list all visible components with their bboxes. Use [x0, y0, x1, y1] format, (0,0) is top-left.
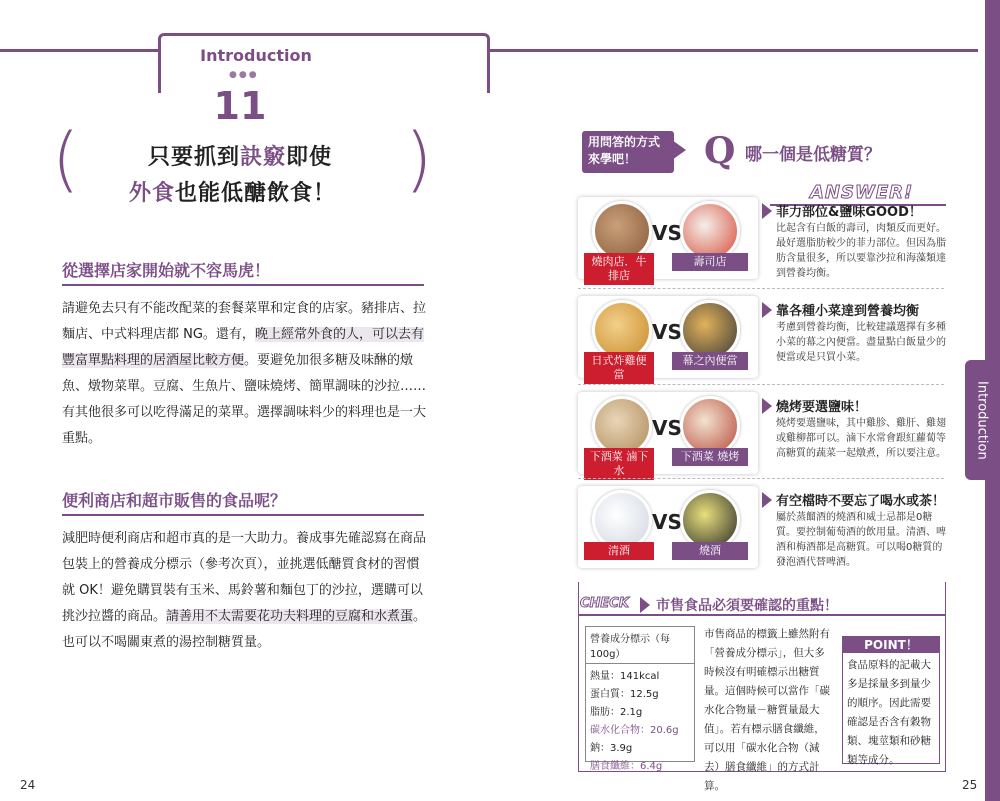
food-photo-right [680, 490, 740, 550]
answer-heading: 靠各種小菜達到營養均衡 [776, 304, 920, 319]
point-text: 食品原料的記載大多是採量多到量少的順序。因此需要確認是否含有穀物類、塊莖類和砂糖類等成分。 [847, 659, 931, 766]
check-arrow-icon [640, 597, 650, 613]
top-rule-right [488, 49, 978, 52]
nutrition-label [585, 626, 695, 772]
answer-arrow-icon [762, 398, 772, 414]
quiz-bubble: 用問答的方式來學吧！ [582, 131, 674, 173]
food-photo-right [680, 300, 740, 360]
left-paren: ( [52, 118, 80, 200]
section2-rule [62, 514, 424, 516]
header-label: Introduction [200, 46, 312, 65]
nutrition-row: 鈉：3.9g [590, 743, 633, 754]
top-rule-left [0, 49, 160, 52]
row-separator [578, 288, 944, 289]
food-photo-left [592, 396, 652, 456]
nutrition-row: 碳水化合物：20.6g [590, 725, 679, 736]
side-tab-label: Introduction [974, 380, 990, 460]
title-line-1: 只要抓到訣竅即使 [148, 145, 333, 170]
nutrition-row: 膳食纖維：6.4g [590, 761, 663, 772]
food-label-left: 日式炸雞便當 [584, 352, 654, 384]
page-number-left: 24 [20, 778, 36, 792]
answer-label: ANSWER! [810, 182, 914, 203]
vs-label: VS [652, 416, 682, 440]
food-label-right: 幕之內便當 [672, 352, 748, 370]
answer-text: 屬於蒸餾酒的燒酒和威士忌都是0糖質。要控制葡萄酒的飲用量。清酒、啤酒和梅酒都是高糖質。可以喝0糖質的發泡酒代替啤酒。 [776, 512, 946, 568]
answer-text: 考慮到營養均衡，比較建議選擇有多種小菜的幕之內便當。盡量點白飯量少的便當或是只買小菜。 [776, 322, 946, 363]
food-label-left: 清酒 [584, 542, 654, 560]
right-paren: ) [405, 118, 433, 200]
section2-text: 減肥時便利商店和超市真的是一大助力。養成事先確認寫在商品包裝上的營養成分標示（參考次頁），並挑選低醣質食材的習慣就 OK！避免購買裝有玉米、馬鈴薯和麵包丁的沙拉，選購可以挑沙拉醬的商品。請善用不太需要花功夫料理的豆腐和水煮蛋。也可以不喝關東煮的湯控制糖質量。 [62, 531, 427, 650]
food-photo-right [680, 396, 740, 456]
food-photo-left [592, 490, 652, 550]
vs-label: VS [652, 320, 682, 344]
answer-text: 燒烤要選鹽味，其中雞胗、雞肝、雞翅或雞柳都可以。滷下水常會跟紅蘿蔔等高糖質的蔬菜一起燉煮，所以要注意。 [776, 418, 946, 459]
section1-heading: 從選擇店家開始就不容馬虎！ [62, 261, 271, 280]
chapter-number: 11 [213, 84, 267, 128]
point-head: POINT！ [843, 637, 939, 653]
page-number-right: 25 [962, 778, 978, 792]
row-separator [578, 384, 944, 385]
vs-label: VS [652, 510, 682, 534]
food-photo-left [592, 300, 652, 360]
check-rule [578, 614, 946, 616]
row-separator [578, 478, 944, 479]
header-dots: ●●● [229, 70, 259, 80]
food-photo-right [680, 201, 740, 261]
food-label-right: 燒酒 [672, 542, 748, 560]
food-label-right: 下酒菜 燒烤 [672, 448, 748, 466]
bubble-tail [672, 140, 686, 160]
title-line-2: 外食也能低醣飲食！ [129, 181, 337, 206]
food-label-right: 壽司店 [672, 253, 748, 271]
food-label-left: 下酒菜 滷下水 [584, 448, 654, 480]
point-box [842, 636, 940, 764]
answer-text: 比起含有白飯的壽司，肉類反而更好。最好選脂肪較少的菲力部位。但因為脂肪含量很多，所以要靠沙拉和海藻類達到營養均衡。 [776, 223, 946, 279]
answer-arrow-icon [762, 492, 772, 508]
section2-heading: 便利商店和超市販售的食品呢？ [62, 491, 287, 510]
nutrition-row: 熱量：141kcal [590, 671, 660, 682]
vs-label: VS [652, 221, 682, 245]
quiz-question: 哪一個是低糖質？ [745, 145, 881, 165]
food-label-left: 燒肉店．牛排店 [584, 253, 654, 285]
answer-arrow-icon [762, 203, 772, 219]
nutrition-row: 蛋白質：12.5g [590, 689, 659, 700]
answer-heading: 有空檔時不要忘了喝水或茶！ [776, 494, 946, 509]
check-label: CHECK [580, 596, 629, 611]
answer-heading: 菲力部位&鹽味GOOD！ [776, 205, 922, 220]
check-title: 市售食品必須要確認的重點！ [656, 598, 838, 614]
q-letter: Q [704, 130, 736, 172]
section1-text: 請避免去只有不能改配菜的套餐菜單和定食的店家。豬排店、拉麵店、中式料理店都 NG。還有，晚上經常外食的人，可以去有豐富單點料理的居酒屋比較方便。要避免加很多糖及味醂的燉魚、燉物菜單。豆腐、生魚片、鹽味燒烤、簡單調味的沙拉……有其他很多可以吃得滿足的菜單。選擇調味料少的料理也是一大重點。 [62, 301, 427, 446]
answer-heading: 燒烤要選鹽味！ [776, 400, 868, 415]
nutrition-head: 營養成分標示（每 100g） [586, 627, 694, 664]
answer-arrow-icon [762, 302, 772, 318]
nutrition-row: 脂肪：2.1g [590, 707, 643, 718]
section1-rule [62, 284, 424, 286]
check-explanation: 市售商品的標籤上雖然附有「營養成分標示」，但大多時候沒有明確標示出糖質量。這個時候可以當作「碳水化合物量－糖質量最大值」。若有標示膳食纖維，可以用「碳水化合物（減去）膳食纖維」的方式計算。 [704, 628, 830, 792]
food-photo-left [592, 201, 652, 261]
